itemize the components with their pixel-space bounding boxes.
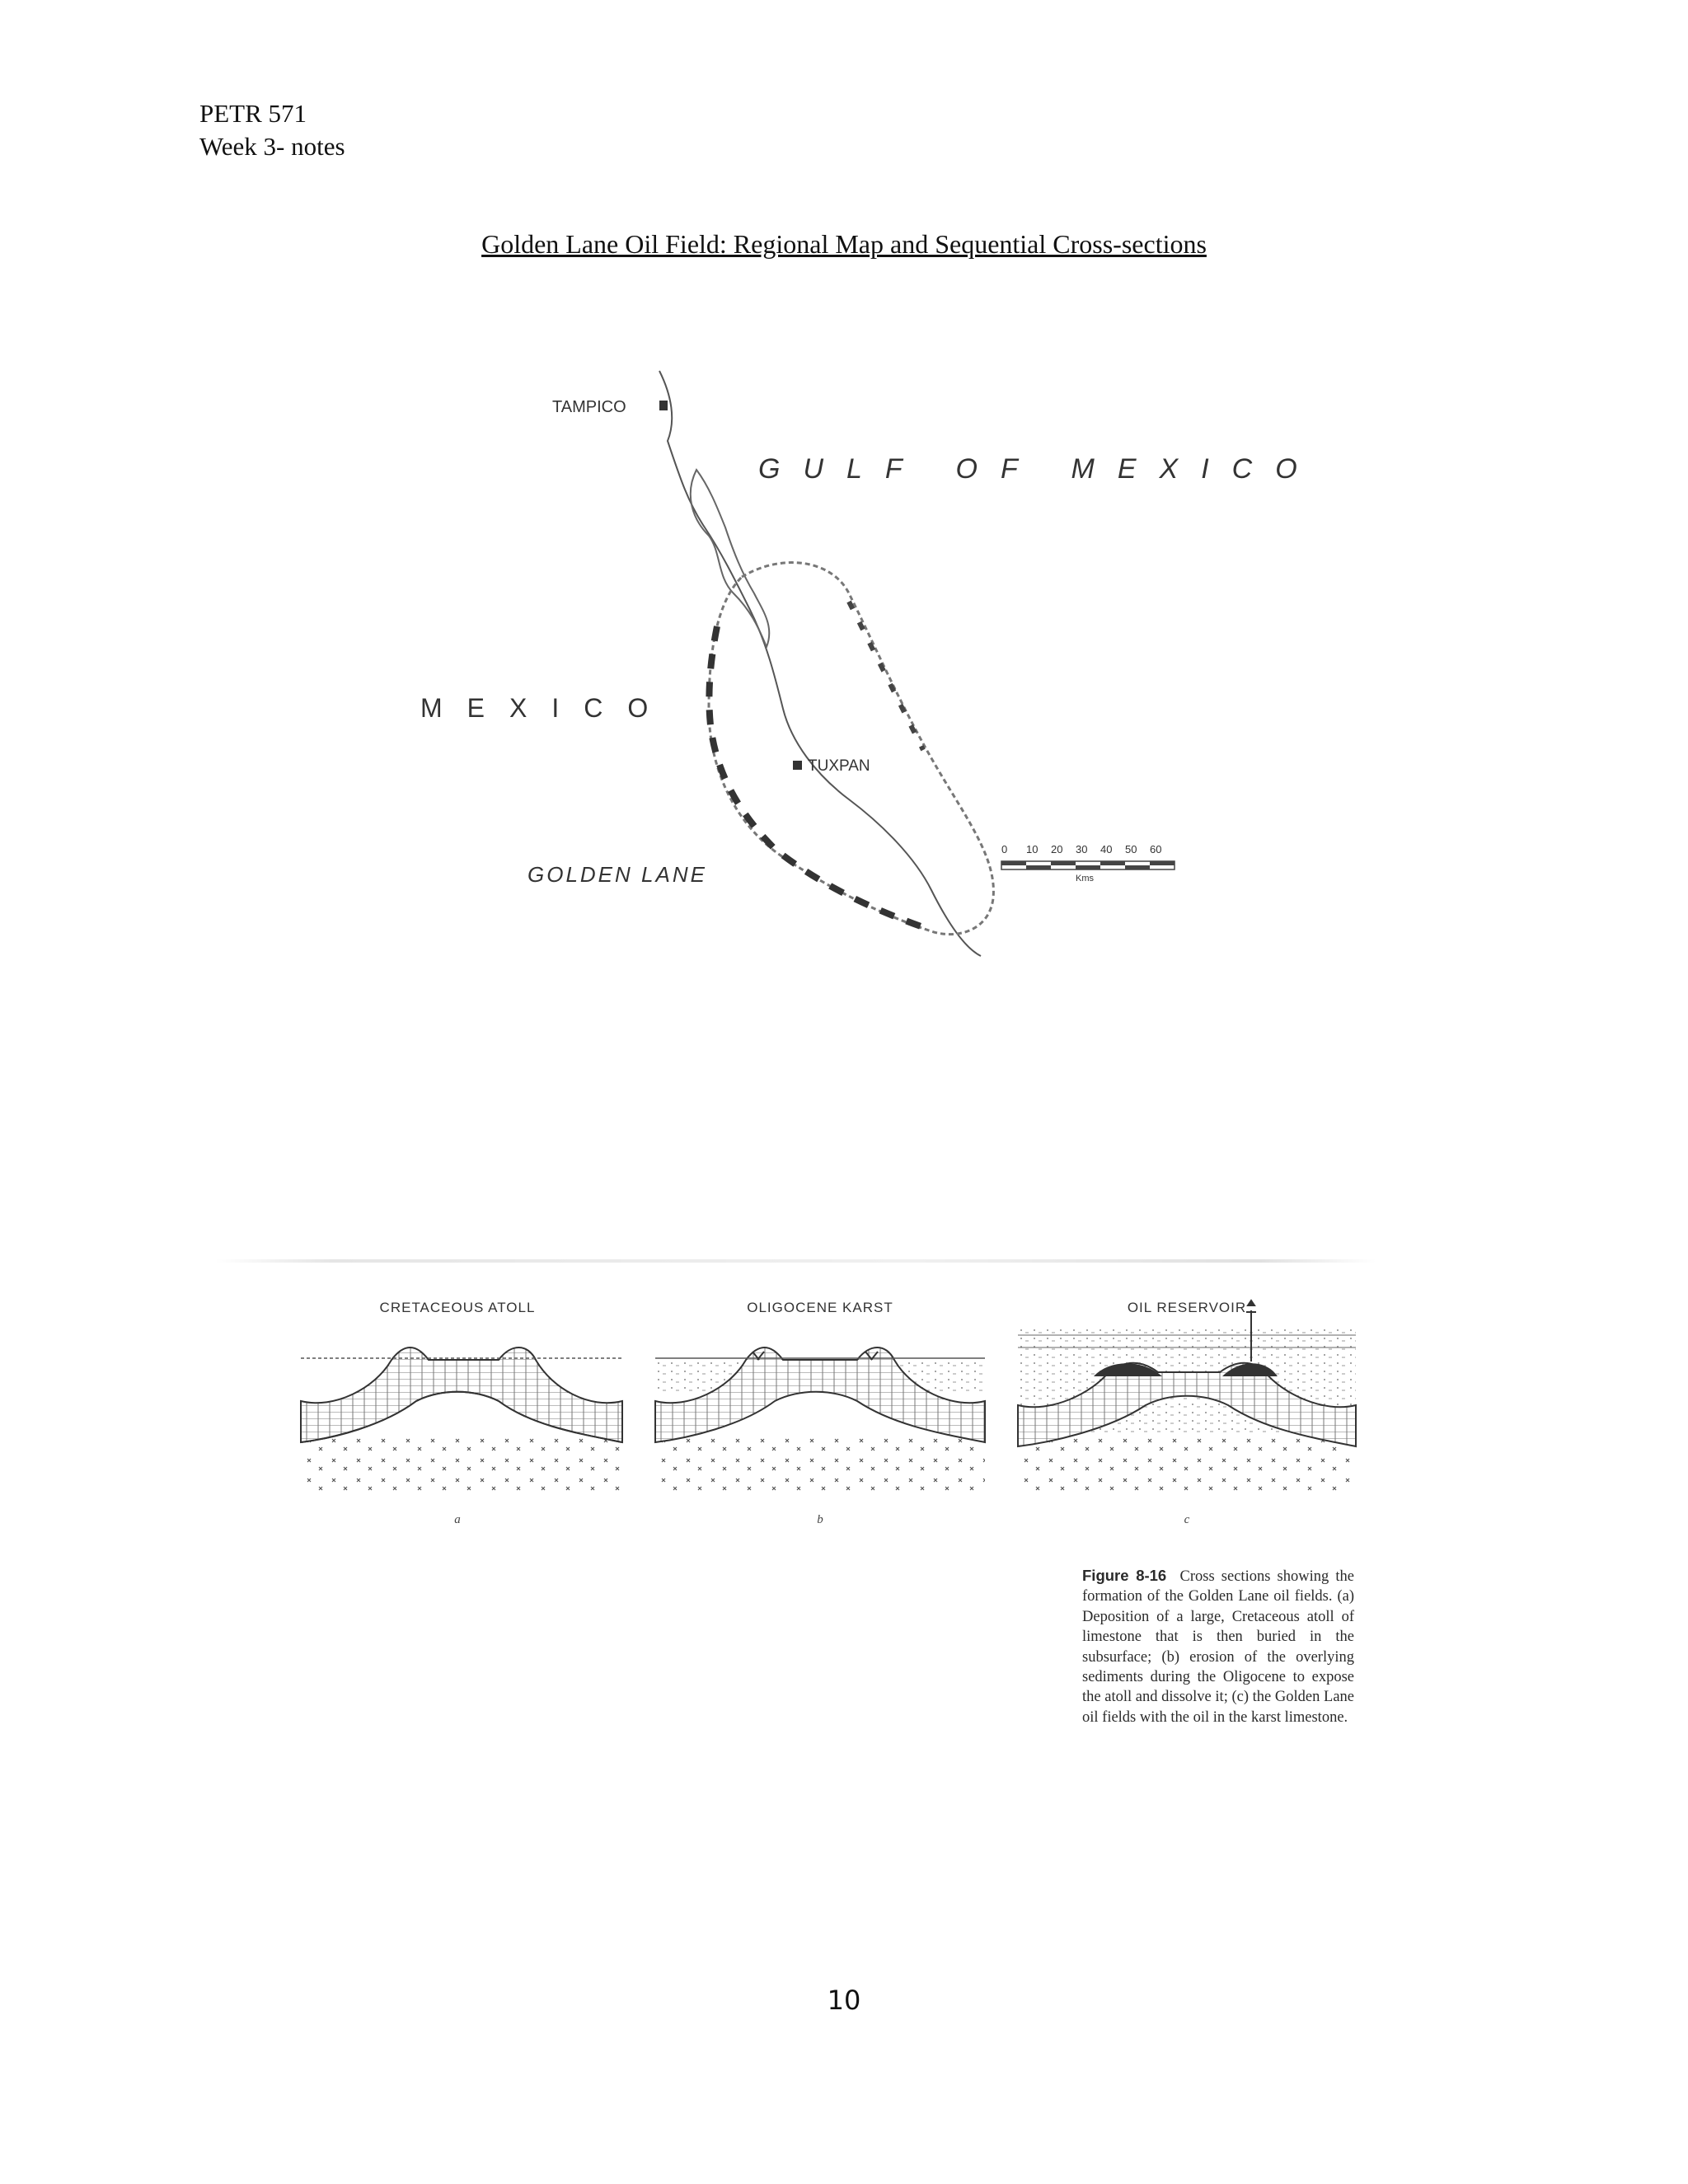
scale-tick: 40 bbox=[1100, 843, 1113, 855]
gulf-label: GULF OF MEXICO bbox=[758, 453, 1320, 485]
week-label: Week 3- notes bbox=[199, 132, 345, 161]
country-label: MEXICO bbox=[420, 693, 673, 723]
cross-section-title-a: CRETACEOUS ATOLL bbox=[379, 1300, 536, 1315]
scale-tick: 0 bbox=[1001, 843, 1008, 855]
scale-tick: 30 bbox=[1076, 843, 1088, 855]
cross-section-a bbox=[301, 1300, 622, 1526]
tampico-label: TAMPICO bbox=[552, 398, 626, 416]
cross-section-letter-c: c bbox=[1184, 1513, 1190, 1526]
page-title: Golden Lane Oil Field: Regional Map and Sequential Cross-sections bbox=[481, 229, 1207, 259]
figure-caption bbox=[1082, 1566, 1354, 1727]
scale-tick: 20 bbox=[1051, 843, 1063, 855]
tampico-marker bbox=[659, 401, 668, 410]
course-code: PETR 571 bbox=[199, 99, 307, 128]
figure-caption-text: Cross sections showing the formation of the Golden Lane oil fields. (a) Deposition of a large, Cretaceous atoll of limestone that is then buried in the subsurface; (b) erosion of the overlying sediments during the Oligocene to expose the atoll and dissolve it; (c) the Golden Lane oil fields with the oil in the karst limestone. bbox=[1082, 1568, 1354, 1726]
oil-field-segments-east bbox=[849, 602, 923, 750]
cross-sections bbox=[293, 1294, 1364, 1541]
regional-map bbox=[387, 363, 1320, 972]
cross-section-c bbox=[1018, 1300, 1356, 1526]
tuxpan-label: TUXPAN bbox=[808, 757, 870, 775]
lagoon bbox=[691, 470, 770, 647]
cross-section-title-c: OIL RESERVOIR bbox=[1127, 1300, 1247, 1315]
atoll-ring bbox=[709, 563, 993, 935]
scale-tick: 60 bbox=[1150, 843, 1162, 855]
scale-tick: 50 bbox=[1125, 843, 1137, 855]
scale-unit: Kms bbox=[1076, 874, 1094, 883]
cross-section-letter-b: b bbox=[817, 1513, 823, 1526]
scan-smudge bbox=[214, 1259, 1376, 1263]
tuxpan-marker bbox=[793, 761, 802, 770]
page-header bbox=[199, 97, 345, 163]
cross-section-title-b: OLIGOCENE KARST bbox=[747, 1300, 893, 1315]
oil-field-segments bbox=[709, 626, 923, 927]
page-number: 10 bbox=[827, 1985, 861, 2016]
scale-bar bbox=[1001, 843, 1175, 883]
cross-section-b bbox=[655, 1300, 985, 1526]
golden-lane-label: GOLDEN LANE bbox=[528, 862, 707, 887]
cross-section-letter-a: a bbox=[454, 1513, 461, 1526]
figure-label: Figure 8-16 bbox=[1082, 1567, 1167, 1584]
scale-tick: 10 bbox=[1026, 843, 1039, 855]
